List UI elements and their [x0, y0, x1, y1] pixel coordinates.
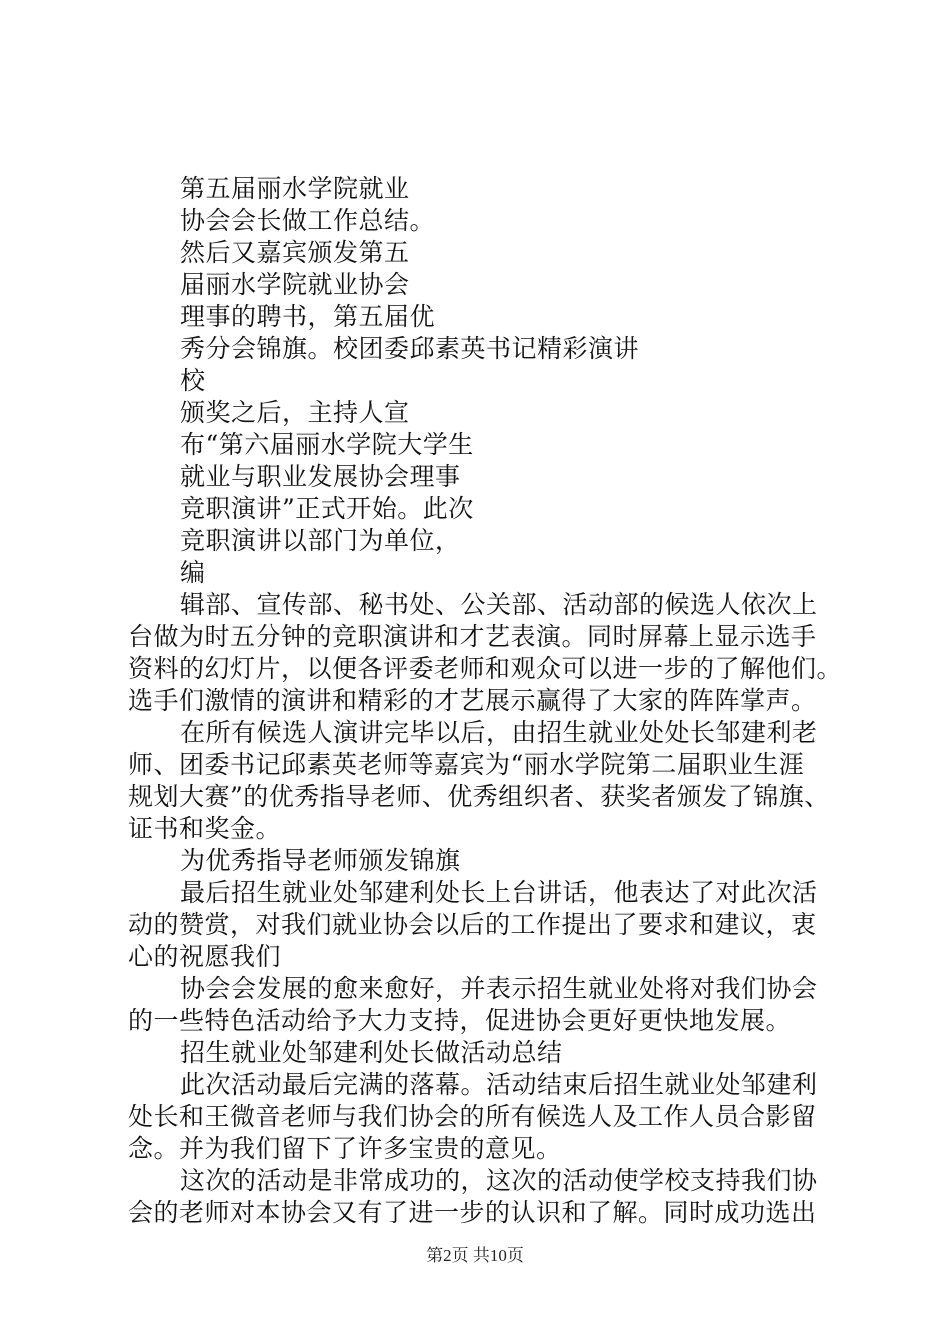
text-line: 会的老师对本协会又有了进一步的认识和了解。同时成功选出: [128, 1198, 817, 1227]
text-line: 秀分会锦旗。校团委邱素英书记精彩演讲: [180, 334, 640, 363]
text-line: 规划大赛”的优秀指导老师、优秀组织者、获奖者颁发了锦旗、: [128, 782, 830, 811]
text-line: 编: [180, 558, 206, 587]
text-line: 动的赞赏，对我们就业协会以后的工作提出了要求和建议，衷: [128, 910, 817, 939]
text-line: 资料的幻灯片，以便各评委老师和观众可以进一步的了解他们。: [128, 654, 843, 683]
text-line: 证书和奖金。: [128, 814, 282, 843]
text-line: 竞职演讲以部门为单位，: [180, 526, 461, 555]
text-line: 这次的活动是非常成功的，这次的活动使学校支持我们协: [180, 1166, 818, 1195]
text-line: 布“第六届丽水学院大学生: [180, 430, 474, 459]
text-line: 为优秀指导老师颁发锦旗: [180, 846, 461, 875]
text-line: 台做为时五分钟的竞职演讲和才艺表演。同时屏幕上显示选手: [128, 622, 817, 651]
text-line: 辑部、宣传部、秘书处、公关部、活动部的候选人依次上: [180, 590, 818, 619]
text-line: 理事的聘书，第五届优: [180, 302, 436, 331]
text-line: 选手们激情的演讲和精彩的才艺展示赢得了大家的阵阵掌声。: [128, 686, 817, 715]
text-line: 然后又嘉宾颁发第五: [180, 238, 410, 267]
text-line: 在所有候选人演讲完毕以后，由招生就业处处长邹建利老: [180, 718, 818, 747]
text-line: 招生就业处邹建利处长做活动总结: [180, 1038, 563, 1067]
text-line: 协会会长做工作总结。: [180, 206, 436, 235]
text-line: 协会会发展的愈来愈好，并表示招生就业处将对我们协会: [180, 974, 818, 1003]
text-line: 第五届丽水学院就业: [180, 174, 410, 203]
text-line: 师、团委书记邱素英老师等嘉宾为“丽水学院第二届职业生涯: [128, 750, 805, 779]
text-line: 的一些特色活动给予大力支持，促进协会更好更快地发展。: [128, 1006, 792, 1035]
text-line: 校: [180, 366, 206, 395]
text-line: 最后招生就业处邹建利处长上台讲话，他表达了对此次活: [180, 878, 818, 907]
text-line: 竞职演讲”正式开始。此次: [180, 494, 474, 523]
text-line: 届丽水学院就业协会: [180, 270, 410, 299]
text-line: 处长和王微音老师与我们协会的所有候选人及工作人员合影留: [128, 1102, 817, 1131]
page-footer: 第2页 共10页: [426, 1246, 524, 1265]
text-line: 颁奖之后，主持人宣: [180, 398, 410, 427]
text-line: 就业与职业发展协会理事: [180, 462, 461, 491]
text-line: 心的祝愿我们: [128, 942, 282, 971]
text-line: 此次活动最后完满的落幕。活动结束后招生就业处邹建利: [180, 1070, 818, 1099]
text-line: 念。并为我们留下了许多宝贵的意见。: [128, 1134, 562, 1163]
